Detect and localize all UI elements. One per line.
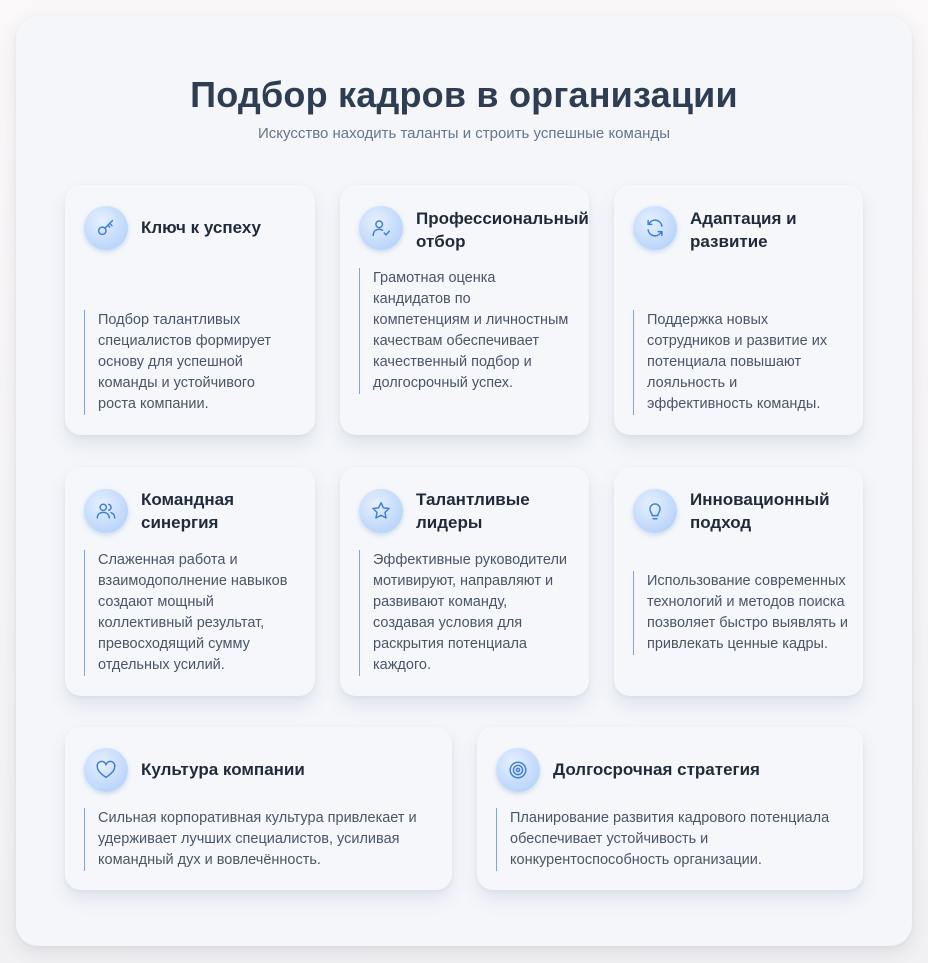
target-icon: [496, 748, 540, 792]
card-title: Долгосрочная стратегия: [553, 760, 760, 779]
lightbulb-icon: [633, 489, 677, 533]
card-key-to-success: [65, 185, 315, 435]
card-company-culture: [65, 727, 452, 890]
card-team-synergy: [65, 467, 315, 696]
card-text: Грамотная оценка кандидатов по компетенциям и личностным качествам обеспечивает качественный подбор и долгосрочный успех.: [359, 268, 571, 394]
card-title: Адаптация и развитие: [690, 209, 797, 251]
key-icon: [84, 206, 128, 250]
card-title: Талантливые лидеры: [416, 490, 530, 532]
card-text: Сильная корпоративная культура привлекает и удерживает лучших специалистов, усиливая командный дух и вовлечённость.: [84, 808, 434, 871]
card-text: Подбор талантливых специалистов формирует основу для успешной команды и устойчивого роста компании.: [84, 310, 296, 415]
card-title: Командная синергия: [141, 490, 235, 532]
star-icon: [359, 489, 403, 533]
card-text: Поддержка новых сотрудников и развитие их потенциала повышают лояльность и эффективность команды.: [633, 310, 845, 415]
card-innovative-approach: [614, 467, 863, 696]
card-talented-leaders: [340, 467, 589, 696]
heart-icon: [84, 748, 128, 792]
user-check-icon: [359, 206, 403, 250]
card-title: Инновационный подход: [690, 490, 830, 532]
card-adaptation: [614, 185, 863, 435]
card-professional-selection: [340, 185, 589, 435]
card-title: Ключ к успеху: [141, 218, 261, 237]
card-text: Использование современных технологий и методов поиска позволяет быстро выявлять и привлекать ценные кадры.: [633, 571, 849, 655]
card-title: Культура компании: [141, 760, 305, 779]
page-title: Подбор кадров в организации: [190, 74, 738, 115]
card-title: Профессиональный отбор: [416, 209, 589, 251]
card-text: Эффективные руководители мотивируют, направляют и развивают команду, создавая условия для раскрытия потенциала каждого.: [359, 550, 571, 676]
card-text: Планирование развития кадрового потенциала обеспечивает устойчивость и конкурентоспособность организации.: [496, 808, 836, 871]
refresh-icon: [633, 206, 677, 250]
card-text: Слаженная работа и взаимодополнение навыков создают мощный коллективный результат, превосходящий сумму отдельных усилий.: [84, 550, 296, 676]
card-long-term-strategy: [477, 727, 863, 890]
page-subtitle: Искусство находить таланты и строить успешные команды: [257, 125, 670, 142]
users-icon: [84, 489, 128, 533]
